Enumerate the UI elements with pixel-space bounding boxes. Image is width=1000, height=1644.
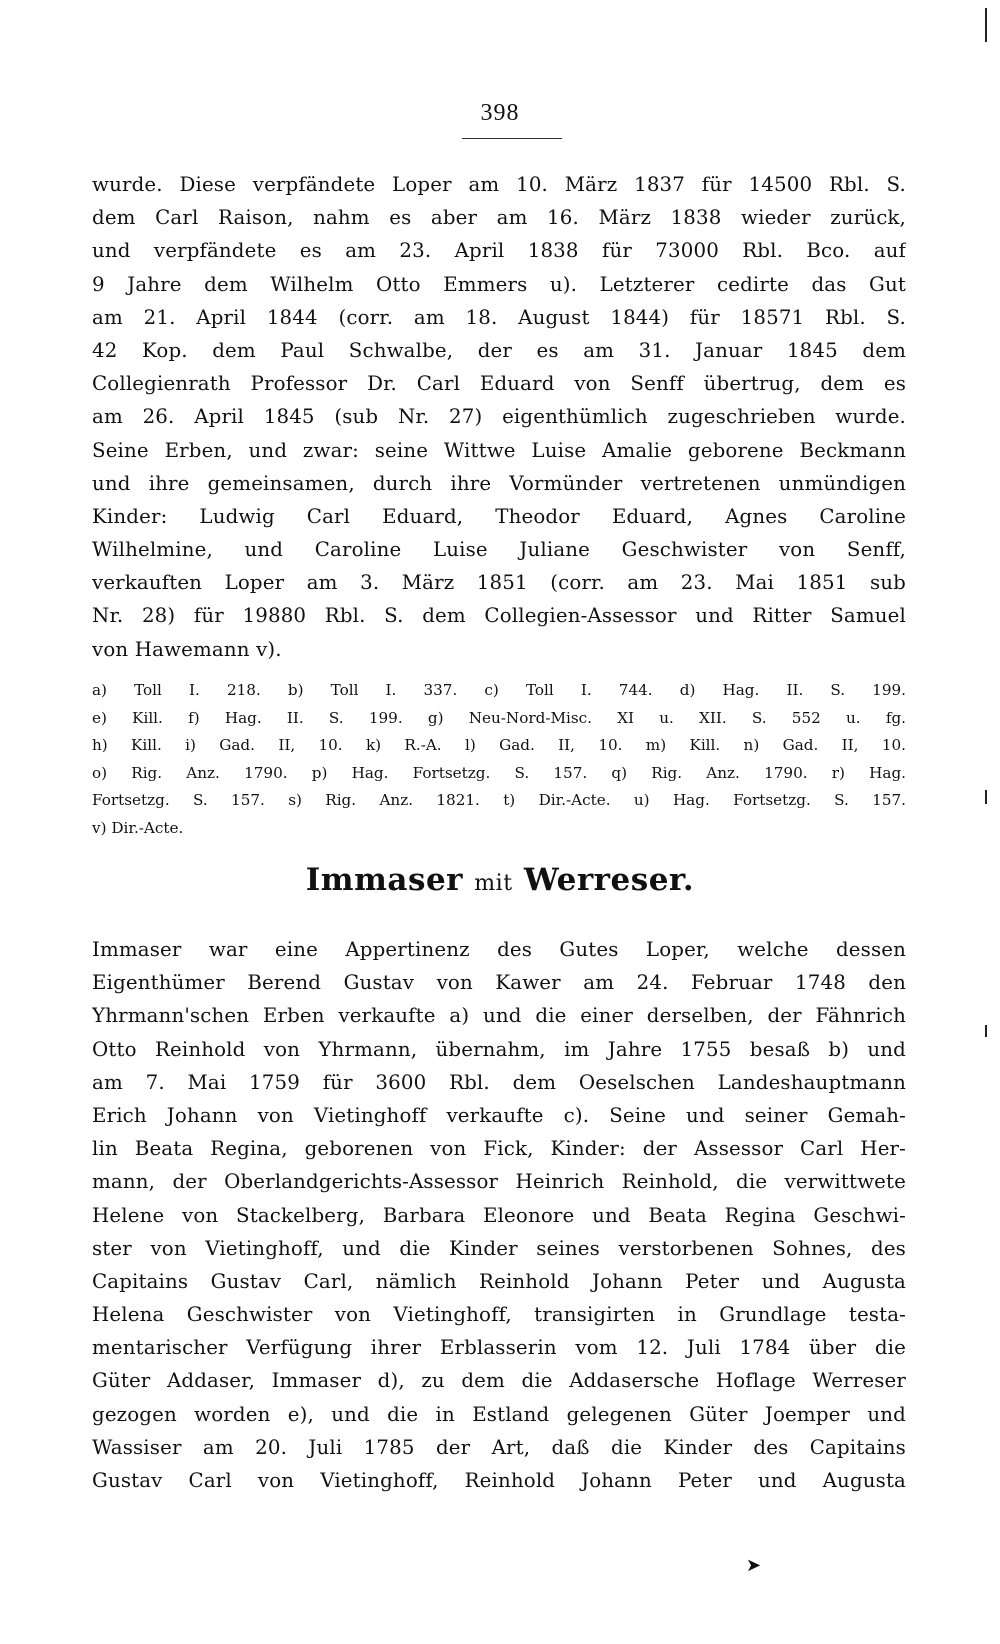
text-line: dem Carl Raison, nahm es aber am 16. März 1838 wieder zurück,	[92, 206, 906, 230]
text-line: Erich Johann von Vietinghoff verkaufte c). Seine und seiner Gemah-	[92, 1103, 906, 1127]
section-heading-part: Immaser	[305, 862, 463, 898]
footnotes	[92, 677, 906, 842]
footnote-line: a) Toll I. 218. b) Toll I. 337. c) Toll I. 744. d) Hag. II. S. 199.	[92, 681, 906, 699]
text-line: Gustav Carl von Vietinghoff, Reinhold Johann Peter und Augusta	[92, 1469, 906, 1492]
text-line: und ihre gemeinsamen, durch ihre Vormünder vertretenen unmündigen	[92, 471, 906, 495]
section-heading-connector: mit	[474, 871, 513, 896]
text-line: Kinder: Ludwig Carl Eduard, Theodor Eduard, Agnes Caroline	[92, 504, 906, 528]
text-line: am 21. April 1844 (corr. am 18. August 1844) für 18571 Rbl. S.	[92, 305, 906, 329]
scan-edge-mark	[985, 8, 987, 42]
text-line: Wilhelmine, und Caroline Luise Juliane Geschwister von Senff,	[92, 538, 906, 562]
text-line: und verpfändete es am 23. April 1838 für 73000 Rbl. Bco. auf	[92, 239, 906, 263]
section-heading-part: Werreser.	[523, 862, 695, 898]
text-line: Nr. 28) für 19880 Rbl. S. dem Collegien-Assessor und Ritter Samuel	[92, 604, 906, 628]
text-line: 42 Kop. dem Paul Schwalbe, der es am 31. Januar 1845 dem	[92, 338, 906, 362]
text-line: ster von Vietinghoff, und die Kinder seines verstorbenen Sohnes, des	[92, 1236, 906, 1260]
text-line: am 26. April 1845 (sub Nr. 27) eigenthümlich zugeschrieben wurde.	[92, 405, 906, 429]
scan-edge-mark	[985, 790, 987, 804]
text-line: Güter Addaser, Immaser d), zu dem die Addasersche Hoflage Werreser	[92, 1369, 906, 1393]
printer-mark-icon: ➤	[746, 1555, 762, 1576]
text-line: Otto Reinhold von Yhrmann, übernahm, im Jahre 1755 besaß b) und	[92, 1037, 906, 1061]
footnote-line: v) Dir.-Acte.	[92, 818, 184, 837]
text-line: 9 Jahre dem Wilhelm Otto Emmers u). Letzterer cedirte das Gut	[92, 272, 906, 296]
footnote-line: Fortsetzg. S. 157. s) Rig. Anz. 1821. t) Dir.-Acte. u) Hag. Fortsetzg. S. 157.	[92, 791, 906, 809]
text-line: gezogen worden e), und die in Estland gelegenen Güter Joemper und	[92, 1402, 906, 1426]
text-line: mann, der Oberlandgerichts-Assessor Heinrich Reinhold, die verwittwete	[92, 1170, 906, 1194]
text-line: von Hawemann v).	[92, 637, 282, 661]
text-line: Helena Geschwister von Vietinghoff, transigirten in Grundlage testa-	[92, 1303, 906, 1327]
text-line: Collegienrath Professor Dr. Carl Eduard von Senff übertrug, dem es	[92, 372, 906, 396]
text-line: Wassiser am 20. Juli 1785 der Art, daß die Kinder des Capitains	[92, 1435, 906, 1459]
text-line: lin Beata Regina, geborenen von Fick, Kinder: der Assessor Carl Her-	[92, 1137, 906, 1161]
text-line: mentarischer Verfügung ihrer Erblasserin vom 12. Juli 1784 über die	[92, 1336, 906, 1360]
text-line: Yhrmann'schen Erben verkaufte a) und die einer derselben, der Fähnrich	[92, 1004, 906, 1028]
footnote-line: h) Kill. i) Gad. II, 10. k) R.-A. l) Gad. II, 10. m) Kill. n) Gad. II, 10.	[92, 736, 906, 754]
footnote-line: o) Rig. Anz. 1790. p) Hag. Fortsetzg. S. 157. q) Rig. Anz. 1790. r) Hag.	[92, 763, 906, 782]
page-number: 398	[480, 100, 520, 126]
text-line: Seine Erben, und zwar: seine Wittwe Luise Amalie geborene Beckmann	[92, 438, 906, 462]
scan-edge-mark	[985, 1025, 987, 1037]
section-heading	[0, 862, 1000, 898]
text-line: verkauften Loper am 3. März 1851 (corr. am 23. Mai 1851 sub	[92, 571, 906, 595]
text-line: Immaser war eine Appertinenz des Gutes Loper, welche dessen	[92, 938, 906, 961]
text-line: Helene von Stackelberg, Barbara Eleonore und Beata Regina Geschwi-	[92, 1203, 906, 1227]
text-line: wurde. Diese verpfändete Loper am 10. März 1837 für 14500 Rbl. S.	[92, 173, 906, 196]
text-line: Capitains Gustav Carl, nämlich Reinhold Johann Peter und Augusta	[92, 1269, 906, 1293]
text-line: Eigenthümer Berend Gustav von Kawer am 24. Februar 1748 den	[92, 971, 906, 995]
footnote-line: e) Kill. f) Hag. II. S. 199. g) Neu-Nord-Misc. XI u. XII. S. 552 u. fg.	[92, 708, 906, 727]
text-line: am 7. Mai 1759 für 3600 Rbl. dem Oeselschen Landeshauptmann	[92, 1070, 906, 1094]
paragraph-2	[92, 933, 906, 1497]
header-rule	[462, 138, 562, 139]
paragraph-1	[92, 168, 906, 666]
